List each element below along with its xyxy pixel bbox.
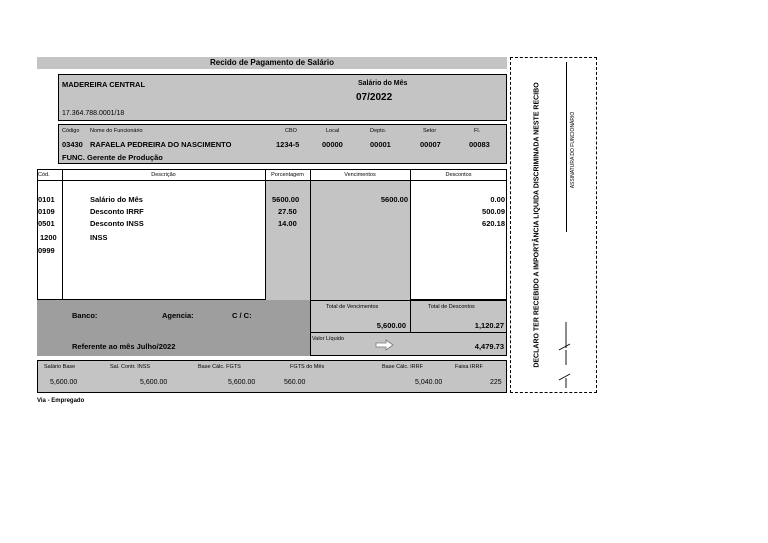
total-disc-label: Total de Descontos — [428, 304, 475, 310]
row-code: 1200 — [40, 233, 57, 242]
totals-divider — [410, 300, 411, 333]
row-desc: INSS — [90, 233, 108, 242]
employee-cbo: 1234-5 — [276, 140, 300, 149]
employee-depto: 00001 — [370, 140, 391, 149]
total-disc-value: 1,120.27 — [474, 321, 504, 330]
bank-label: Banco: — [72, 311, 98, 320]
agency-label: Agencia: — [162, 311, 194, 320]
period-value: 07/2022 — [356, 92, 393, 103]
row-disc: 620.18 — [482, 219, 505, 228]
th-venc: Vencimentos — [344, 172, 376, 178]
base-header: Base Cálc. FGTS — [198, 364, 241, 370]
base-value: 225 — [490, 379, 502, 386]
reference-text: Referente ao mês Julho/2022 — [72, 342, 176, 351]
row-code: 0101 — [38, 195, 55, 204]
base-header: Salário Base — [44, 364, 76, 370]
row-pct: 27.50 — [278, 207, 297, 216]
totals-hline — [310, 332, 507, 333]
net-label: Valor Líquido — [312, 336, 345, 342]
header-name: Nome do Funcionário — [90, 128, 143, 134]
period-label: Salário do Mês — [358, 80, 408, 87]
base-header: Base Cálc. IRRF — [382, 364, 423, 370]
header-depto: Depto. — [370, 128, 387, 134]
signature-mark — [556, 320, 574, 390]
row-pct: 5600.00 — [272, 195, 300, 204]
header-cbo: CBO — [285, 128, 297, 134]
th-code: Cód. — [38, 172, 50, 178]
header-code: Código — [62, 128, 80, 134]
row-disc: 500.09 — [482, 207, 505, 216]
col-line-2 — [265, 169, 266, 300]
row-code: 0501 — [38, 219, 55, 228]
company-cnpj: 17.364.788.0001/18 — [62, 110, 125, 117]
base-header: Faixa IRRF — [455, 364, 483, 370]
row-desc: Salário do Mês — [90, 195, 143, 204]
arrow-right-icon — [375, 339, 395, 351]
row-desc: Desconto IRRF — [90, 207, 144, 216]
row-desc: Desconto INSS — [90, 219, 144, 228]
total-venc-label: Total de Vencimentos — [326, 304, 379, 310]
row-code: 0999 — [38, 246, 55, 255]
row-pct: 14.00 — [278, 219, 297, 228]
employee-code: 03430 — [62, 140, 83, 149]
company-name: MADEREIRA CENTRAL — [62, 80, 146, 89]
employee-fl: 00083 — [469, 140, 490, 149]
employee-function: FUNC. Gerente de Produção — [62, 153, 163, 162]
base-header: FGTS do Mês — [290, 364, 325, 370]
account-label: C / C: — [232, 311, 252, 320]
base-value: 560.00 — [284, 379, 306, 386]
bases-box — [37, 360, 507, 393]
col-line-3 — [310, 169, 311, 300]
via-label: Via - Empregado — [37, 398, 85, 404]
total-venc-value: 5,600.00 — [376, 321, 406, 330]
base-value: 5,040.00 — [415, 379, 443, 386]
th-disc: Descontos — [445, 172, 472, 178]
col-line-1 — [62, 169, 63, 300]
signature-panel — [510, 57, 597, 393]
employee-name: RAFAELA PEDREIRA DO NASCIMENTO — [90, 140, 232, 149]
row-code: 0109 — [38, 207, 55, 216]
header-line — [37, 180, 507, 181]
base-value: 5,600.00 — [140, 379, 168, 386]
row-venc: 5600.00 — [380, 195, 408, 204]
col-line-4 — [410, 169, 411, 300]
receipt-title: Recido de Pagamento de Salário — [209, 58, 335, 67]
employee-setor: 00007 — [420, 140, 441, 149]
th-desc: Descrição — [151, 172, 176, 178]
signature-label: ASSINATURA DO FUNCIONÁRIO — [570, 111, 576, 189]
declaration-text: DECLARO TER RECEBIDO A IMPORTÂNCIA LIQUIDA DISCRIMINADA NESTE RECIBO — [533, 82, 541, 368]
signature-line — [566, 62, 567, 232]
row-disc: 0.00 — [490, 195, 505, 204]
header-setor: Setor — [423, 128, 437, 134]
header-fl: Fl. — [474, 128, 481, 134]
base-value: 5,600.00 — [228, 379, 256, 386]
employee-local: 00000 — [322, 140, 343, 149]
base-value: 5,600.00 — [50, 379, 78, 386]
net-value: 4,479.73 — [474, 342, 504, 351]
header-local: Local — [326, 128, 340, 134]
title-bar — [37, 57, 507, 69]
base-header: Sal. Contr. INSS — [110, 364, 151, 370]
th-pct: Porcentagem — [271, 172, 304, 178]
